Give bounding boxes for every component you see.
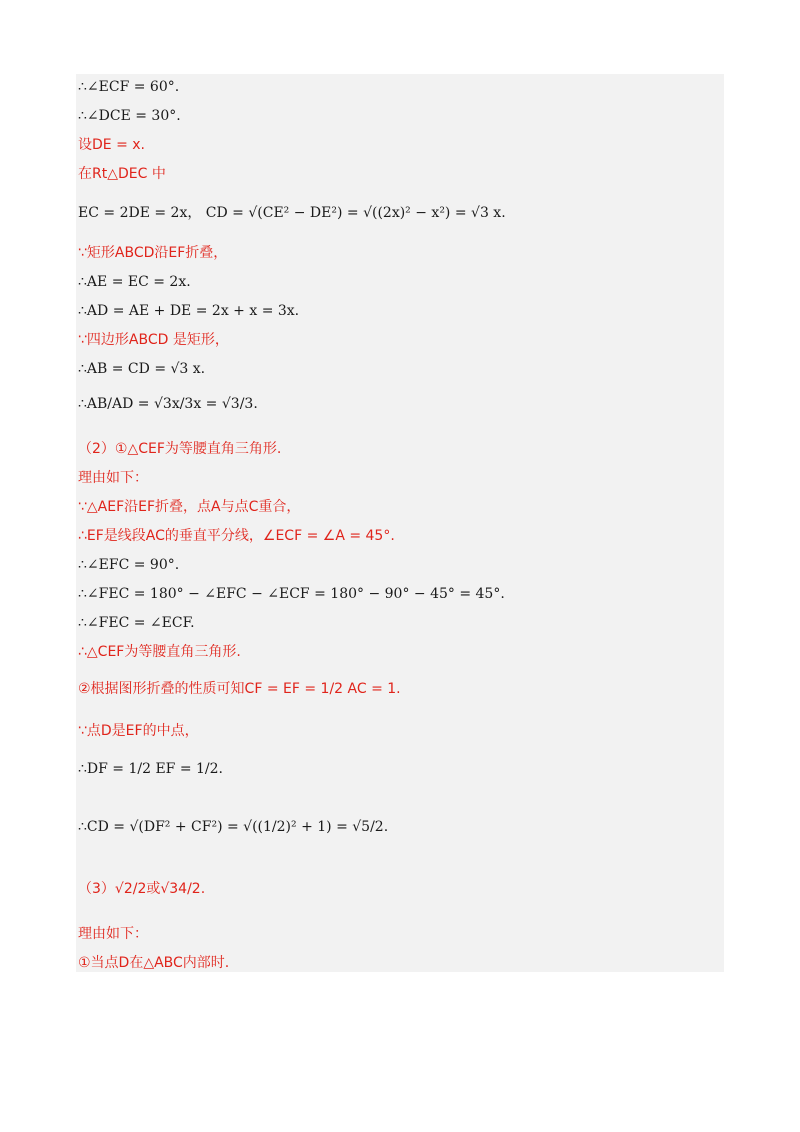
solution-line: 理由如下： [78, 926, 148, 942]
solution-line: 设DE = x. [78, 137, 145, 153]
solution-line: ∴CD = √(DF² + CF²) = √((1/2)² + 1) = √5/2. [78, 819, 389, 835]
solution-line: ∴EF是线段AC的垂直平分线，∠ECF = ∠A = 45°. [78, 528, 395, 544]
solution-line: （2）①△CEF为等腰直角三角形. [78, 441, 282, 457]
solution-line: ∴∠DCE = 30°. [78, 108, 181, 124]
solution-line: ∴AB = CD = √3 x. [78, 361, 206, 377]
solution-line: ①当点D在△ABC内部时. [78, 955, 230, 971]
solution-line: ∴DF = 1/2 EF = 1/2. [78, 761, 224, 777]
solution-line: ∴∠FEC = 180° − ∠EFC − ∠ECF = 180° − 90° − 45° = 45°. [78, 586, 505, 602]
solution-line: ∴AB/AD = √3x/3x = √3/3. [78, 396, 258, 412]
solution-line: ∴AD = AE + DE = 2x + x = 3x. [78, 303, 300, 319]
solution-line: ∵△AEF沿EF折叠，点A与点C重合， [78, 499, 301, 515]
solution-line: EC = 2DE = 2x， CD = √(CE² − DE²) = √((2x)² − x²) = √3 x. [78, 205, 506, 221]
solution-line: ∵四边形ABCD 是矩形， [78, 332, 229, 348]
solution-line: 在Rt△DEC 中 [78, 166, 166, 182]
solution-line: ②根据图形折叠的性质可知CF = EF = 1/2 AC = 1. [78, 681, 401, 697]
solution-line: ∴△CEF为等腰直角三角形. [78, 644, 241, 660]
solution-line: ∴∠EFC = 90°. [78, 557, 180, 573]
solution-line: ∴∠ECF = 60°. [78, 79, 180, 95]
solution-line: ∵点D是EF的中点， [78, 723, 199, 739]
solution-line: ∴∠FEC = ∠ECF. [78, 615, 195, 631]
solution-line: ∴AE = EC = 2x. [78, 274, 191, 290]
solution-line: ∵矩形ABCD沿EF折叠， [78, 245, 228, 261]
solution-line: 理由如下： [78, 470, 148, 486]
solution-line: （3）√2/2或√34/2. [78, 881, 206, 897]
